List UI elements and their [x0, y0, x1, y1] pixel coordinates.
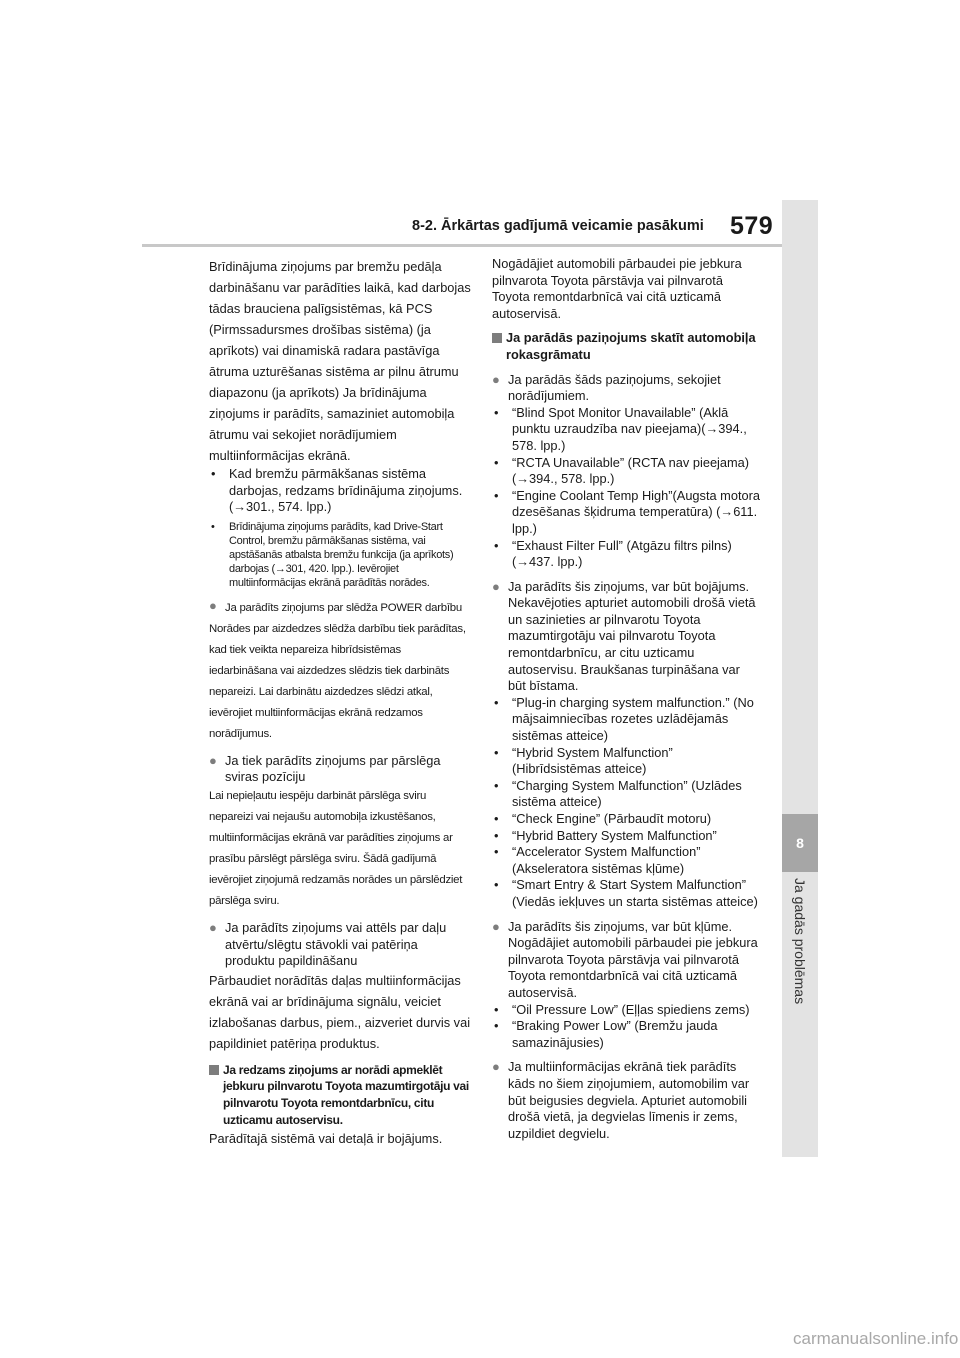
paragraph: Norādes par aizdedzes slēdža darbību tiek parādītas, kad tiek veikta nepareiza hibrīdsistēmas iedarbināšana vai aizdedzes slēdzis tiek darbināts nepareizi. Lai darbinātu aizdedzes slēdzi atkal, ievērojiet multiinformācijas ekrānā redzamos norādījumus.: [209, 622, 466, 740]
list-item: • “Engine Coolant Temp High”(Augsta motora dzesēšanas šķidruma temperatūra) (→611. lpp.): [494, 487, 761, 536]
side-tab-number: 8: [782, 814, 818, 872]
circle-heading: ● Ja parādīts šis ziņojums, var būt bojājums. Nekavējoties apturiet automobili drošā vietā un sazinieties ar pilnvarotu Toyota mazumtirgotāju vai pilnvarotu Toyota remontdarbnīcu, ar citu uzticamu autoservisu. Braukšanas turpināšana var būt bīstama.: [492, 578, 756, 694]
bullet-icon: •: [494, 827, 499, 843]
bullet-icon: •: [494, 487, 499, 503]
circle-bullet-icon: ●: [209, 597, 217, 613]
bullet-icon: •: [494, 454, 499, 470]
list-item: • “Charging System Malfunction” (Uzlādes sistēma atteice): [494, 777, 742, 810]
circle-bullet-icon: ●: [492, 918, 500, 934]
list-item: • “Hybrid System Malfunction” (Hibrīdsistēmas atteice): [494, 744, 673, 777]
list-item: • “Blind Spot Monitor Unavailable” (Aklā punktu uzraudzība nav pieejama)(→394., 578. lpp.): [494, 404, 747, 453]
list-item: • Brīdinājuma ziņojums parādīts, kad Drive-Start Control, bremžu pārmākšanas sistēma, vai apstāšanās atbalsta bremžu funkcija (ja aprīkots) darbojas (→301, 420. lpp.). Ievērojiet multiinformācijas ekrānā parādītās norādes.: [211, 520, 454, 589]
bullet-icon: •: [494, 844, 499, 860]
left-column: [209, 256, 471, 1149]
square-heading: Ja redzams ziņojums ar norādi apmeklēt jebkuru pilnvarotu Toyota mazumtirgotāju vai pilnvarotu Toyota remontdarbnīcu, citu uzticamu autoservisu.: [209, 1062, 471, 1128]
bullet-icon: •: [494, 694, 499, 710]
bullet-icon: •: [494, 537, 499, 553]
list-item: • “Hybrid Battery System Malfunction”: [494, 827, 717, 843]
list-item: • “Plug-in charging system malfunction.” (No mājsaimniecības rozetes uzlādējamās sistēmas atteice): [494, 694, 754, 744]
bullet-icon: •: [211, 520, 215, 533]
square-bullet-icon: [492, 330, 506, 363]
paragraph: Parādītajā sistēmā vai detaļā ir bojājums.: [209, 1131, 443, 1147]
bullet-icon: •: [494, 744, 499, 760]
paragraph: Brīdinājuma ziņojums par bremžu pedāļa darbināšanu var parādīties laikā, kad darbojas tādas brauciena palīgsistēmas, kā PCS (Pirmssadursmes drošības sistēma) (ja aprīkots) vai dinamiskā radara pastāvīga ātruma uzturēšanas sistēma ar pilnu ātrumu diapazonu (ja aprīkots) Ja brīdinājuma ziņojums ir parādīts, samaziniet automobiļa ātrumu vai sekojiet norādījumiem multiinformācijas ekrānā.: [209, 259, 471, 463]
side-tab-label-wrap: [782, 878, 818, 1078]
list-item: • “Smart Entry & Start System Malfunction” (Viedās iekļuves un starta sistēmas atteice): [494, 877, 758, 909]
paragraph: Pārbaudiet norādītās daļas multiinformācijas ekrānā vai ar brīdinājuma signālu, veiciet izlabošanas darbus, piem., aizveriet durvis vai papildiniet patēriņa produktus.: [209, 972, 471, 1051]
list-item: • “Oil Pressure Low” (Eļļas spiediens zems): [494, 1001, 750, 1017]
paragraph: Lai nepieļautu iespēju darbināt pārslēga sviru nepareizi vai nejaušu automobiļa izkustēšanos, multiinformācijas ekrānā var parādīties ziņojums ar prasību pārslēgt pārslēga sviru. Šādā gadījumā ievērojiet ziņojumā redzamās norādes un pārslēdziet pārslēga sviru.: [209, 789, 463, 907]
circle-bullet-icon: ●: [492, 1059, 500, 1075]
watermark: carmanualsonline.info: [793, 1329, 959, 1348]
bullet-icon: •: [494, 1001, 499, 1017]
circle-bullet-icon: ●: [209, 752, 217, 768]
circle-heading: ● Ja parādīts ziņojums par slēdža POWER darbību: [209, 598, 471, 619]
bullet-icon: •: [494, 877, 499, 893]
list-item: • “Check Engine” (Pārbaudīt motoru): [494, 811, 712, 826]
bullet-icon: •: [494, 1018, 499, 1034]
list-item: • “Accelerator System Malfunction” (Akseleratora sistēmas kļūme): [494, 844, 701, 876]
page-number: 579: [730, 212, 774, 240]
circle-heading: ● Ja parādīts šis ziņojums, var būt kļūme. Nogādājiet automobili pārbaudei pie jebkura pilnvarota Toyota pārstāvja vai pilnvarotā Toyota remontdarbnīcā vai citā uzticamā autoservisā.: [492, 918, 758, 1000]
circle-heading: ● Ja parādās šāds paziņojums, sekojiet norādījumiem.: [492, 371, 721, 404]
circle-bullet-icon: ●: [492, 371, 500, 387]
right-column: [492, 256, 760, 1142]
bullet-icon: •: [494, 777, 499, 793]
list-item: • “RCTA Unavailable” (RCTA nav pieejama) (→394., 578. lpp.): [494, 454, 750, 487]
circle-bullet-icon: ●: [209, 919, 217, 935]
chapter-title: 8-2. Ārkārtas gadījumā veicamie pasākumi: [412, 218, 704, 234]
square-bullet-icon: [209, 1062, 223, 1128]
bullet-icon: •: [211, 466, 216, 481]
circle-heading: ● Ja tiek parādīts ziņojums par pārslēga sviras pozīciju: [209, 752, 441, 785]
header-divider: [142, 244, 782, 247]
square-heading: Ja parādās paziņojums skatīt automobiļa rokasgrāmatu: [492, 330, 760, 363]
circle-heading: ● Ja parādīts ziņojums vai attēls par daļu atvērtu/slēgtu stāvokli vai patēriņa produktu papildināšanu: [209, 919, 447, 969]
circle-bullet-icon: ●: [492, 578, 500, 594]
list-item: • “Exhaust Filter Full” (Atgāzu filtrs pilns) (→437. lpp.): [494, 537, 732, 570]
circle-heading: ● Ja multiinformācijas ekrānā tiek parādīts kāds no šiem ziņojumiem, automobilim var būt beigusies degviela. Apturiet automobili drošā vietā, ja degvielas līmenis ir zems, uzpildiet degvielu.: [492, 1059, 750, 1141]
list-item: • “Braking Power Low” (Bremžu jauda samazinājusies): [494, 1018, 718, 1050]
list-item: • Kad bremžu pārmākšanas sistēma darbojas, redzams brīdinājuma ziņojums. (→301., 574. lpp.): [211, 466, 463, 515]
paragraph: Nogādājiet automobili pārbaudei pie jebkura pilnvarota Toyota pārstāvja vai pilnvarotā Toyota remontdarbnīcā vai citā uzticamā autoservisā.: [492, 256, 742, 321]
bullet-icon: •: [494, 404, 499, 420]
bullet-icon: •: [494, 811, 499, 826]
side-tab-label: Ja gadās problēmas: [792, 878, 808, 1005]
